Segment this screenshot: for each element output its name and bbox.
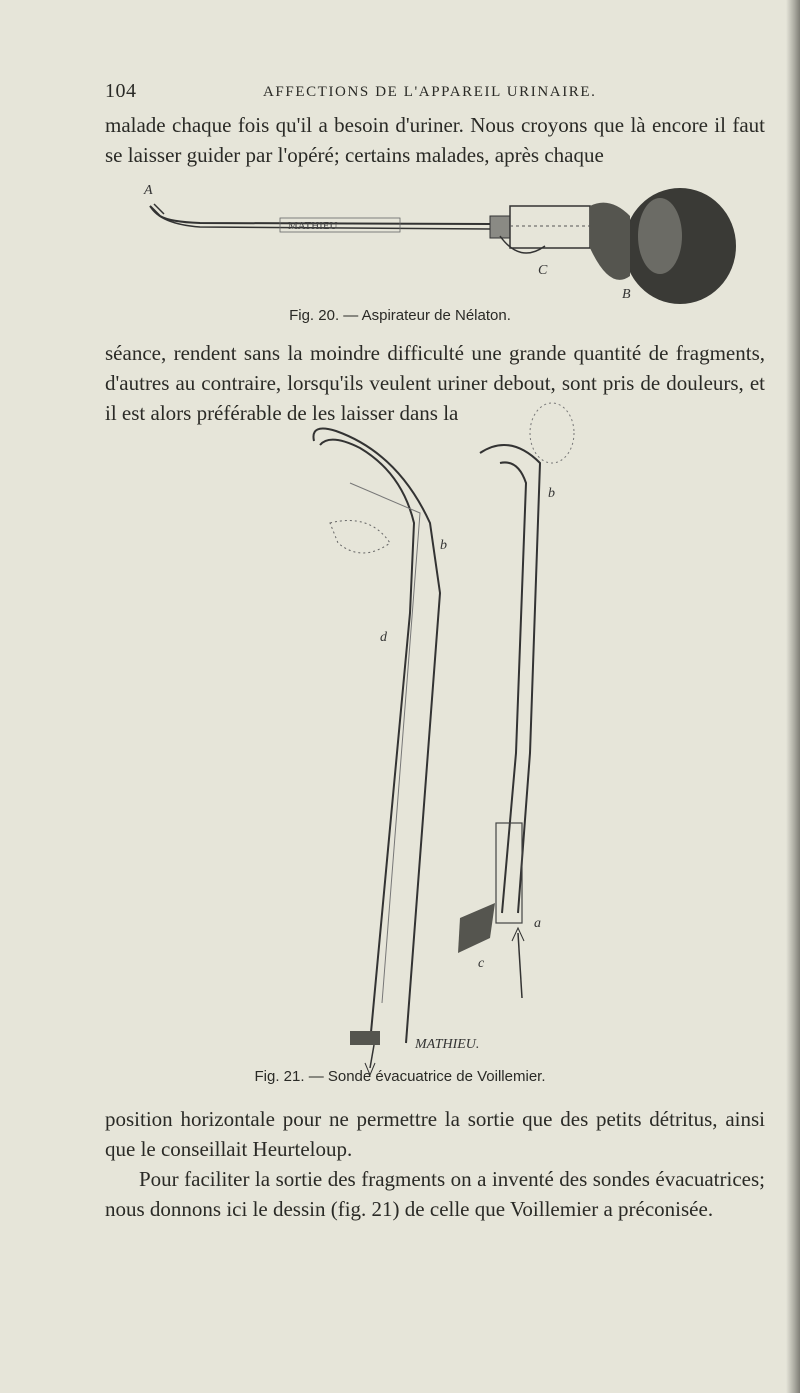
page-header — [105, 80, 765, 108]
page-number: 104 — [105, 80, 137, 102]
valve-handle — [500, 236, 545, 253]
paragraph-text: malade chaque fois qu'il a besoin d'uriner. Nous croyons que là encore il faut se laisser guider par l'opéré; certains malades, après chaque — [105, 113, 765, 167]
bulb-neck — [590, 203, 630, 280]
maker-label: MATHIEU — [288, 220, 338, 232]
label-a: A — [144, 183, 153, 198]
left-arrow — [370, 1045, 374, 1068]
figure-20-caption: Fig. 20. — Aspirateur de Nélaton. — [289, 307, 511, 324]
right-catheter-fenestration — [530, 403, 574, 463]
label-b: B — [622, 287, 631, 302]
figure-21-voillemier-catheter — [290, 393, 610, 1083]
paragraph-text-2: Pour faciliter la sortie des fragments on a inventé des sondes évacuatrices; nous donnons ici le dessin (fig. 21) de celle que Voillemier a préconisée. — [105, 1167, 765, 1221]
left-catheter-inner — [320, 440, 414, 1043]
label-d: d — [380, 630, 387, 645]
left-catheter-outer — [313, 429, 440, 1043]
label-a-right: a — [534, 916, 541, 931]
left-catheter-hub — [350, 1031, 380, 1045]
left-catheter-shading — [350, 483, 420, 1003]
label-b-right: b — [548, 486, 555, 501]
paragraph-text: séance, rendent sans la moindre difficulté une grande quantité de fragments, d'autres au contraire, lorsqu'ils veulent uriner debout, sont pris de douleurs, et il est alors préférable de les laisser dans la — [105, 341, 765, 425]
connector — [490, 216, 510, 238]
valve-body — [510, 206, 590, 248]
label-c-right: c — [478, 956, 485, 971]
figure-21-caption: Fig. 21. — Sonde évacuatrice de Voillemier. — [254, 1068, 546, 1085]
paragraph-text-1: position horizontale pour ne permettre la sortie que des petits détritus, ainsi que le conseillait Heurteloup. — [105, 1107, 765, 1161]
running-head: AFFECTIONS DE L'APPAREIL URINAIRE. — [263, 84, 597, 100]
right-catheter-side-port — [458, 903, 495, 953]
left-catheter-fenestration — [330, 521, 390, 554]
paragraph-top — [105, 110, 765, 170]
bulb-highlight — [638, 198, 682, 274]
maker-label: MATHIEU. — [415, 1037, 480, 1052]
page-edge-shadow — [786, 0, 800, 1393]
figure-20-nelaton-aspirator — [140, 176, 740, 306]
label-b-left: b — [440, 538, 447, 553]
label-c: C — [538, 263, 548, 278]
paragraph-bottom — [105, 1104, 765, 1224]
right-catheter-outer — [480, 445, 540, 913]
right-arrow — [518, 933, 522, 998]
